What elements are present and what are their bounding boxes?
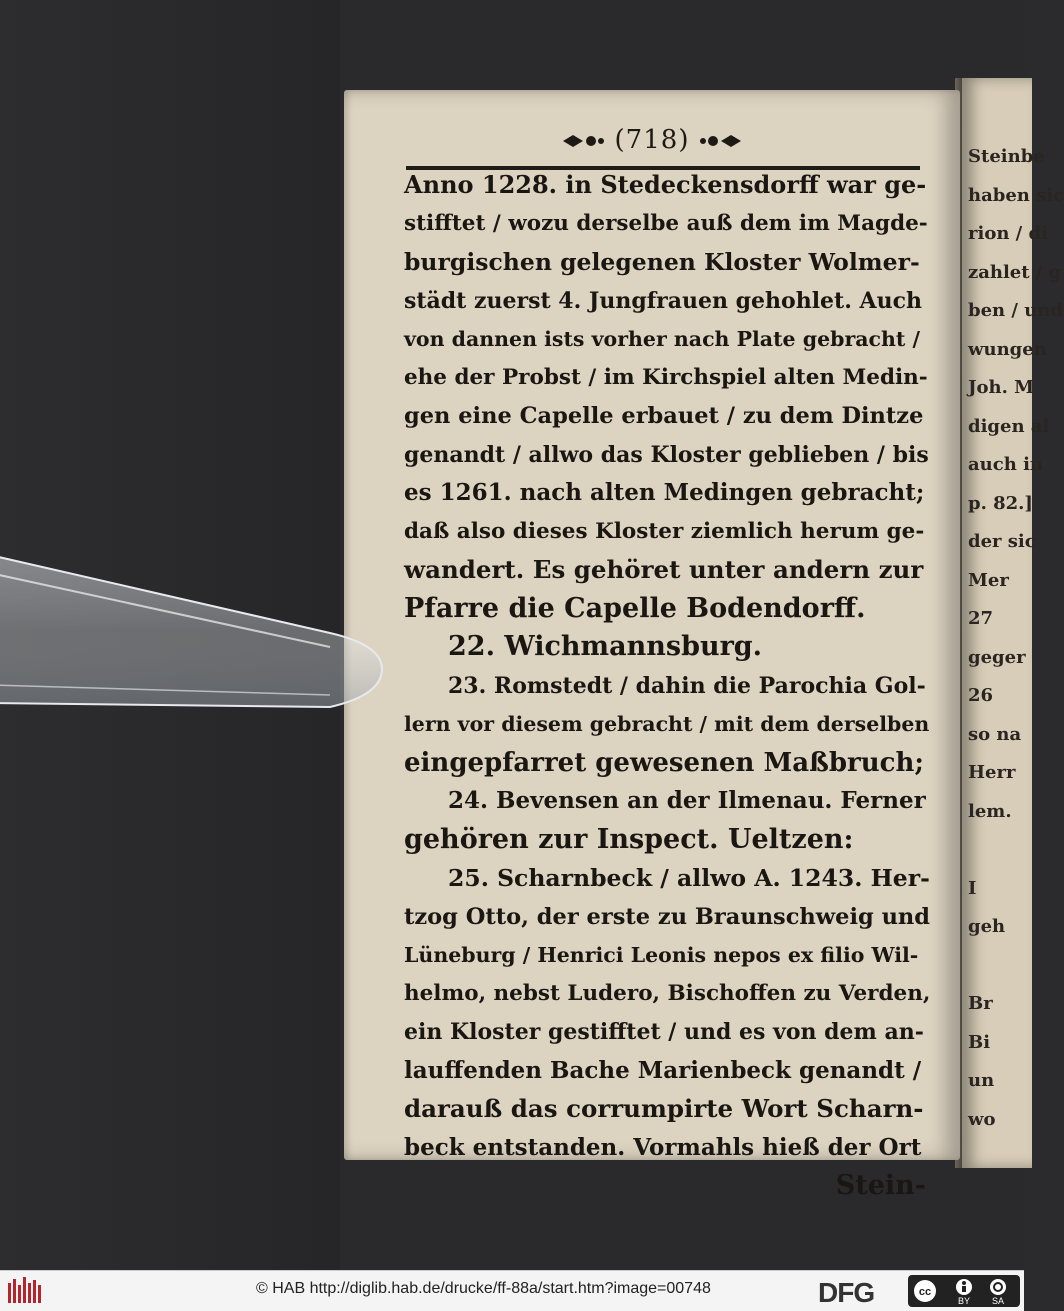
text-line: 22. Wichmannsburg. bbox=[448, 631, 763, 662]
facing-text-fragment: Steinbe bbox=[968, 146, 1045, 167]
by-icon bbox=[954, 1277, 974, 1297]
facing-text-fragment: wo bbox=[968, 1108, 996, 1130]
text-line: Stein- bbox=[835, 1170, 926, 1201]
facing-text-fragment: un bbox=[968, 1070, 995, 1091]
facing-text-fragment: lem. bbox=[968, 800, 1012, 822]
facing-text-fragment: Joh. M bbox=[968, 377, 1035, 398]
facing-text-fragment: haben sic bbox=[968, 184, 1064, 206]
facing-page bbox=[962, 78, 1064, 1168]
facing-text-fragment bbox=[968, 947, 1030, 986]
text-line: stifftet / wozu derselbe auß dem im Magde- bbox=[404, 210, 928, 236]
cc-license-badge[interactable] bbox=[908, 1275, 1020, 1307]
copyright-link[interactable]: © HAB http://diglib.hab.de/drucke/ff-88a/start.htm?image=00748 bbox=[256, 1280, 711, 1297]
facing-text-fragment: I bbox=[968, 877, 977, 899]
facing-text-fragment: zahlet / g bbox=[968, 261, 1062, 283]
text-line: Lüneburg / Henrici Leonis nepos ex filio Wil- bbox=[404, 943, 919, 967]
license-sa-label: SA bbox=[992, 1296, 1005, 1306]
text-line: es 1261. nach alten Medingen gebracht; bbox=[404, 479, 925, 506]
text-line: eingepfarret gewesenen Maßbruch; bbox=[404, 747, 924, 778]
book-page bbox=[344, 90, 960, 1201]
text-line: tzog Otto, der erste zu Braunschweig und bbox=[404, 903, 931, 930]
facing-text-fragment: so na bbox=[968, 723, 1022, 745]
facing-text-fragment: rion / di bbox=[968, 223, 1048, 244]
svg-text:cc: cc bbox=[918, 1286, 932, 1298]
text-line: 23. Romstedt / dahin die Parochia Gol- bbox=[448, 672, 926, 699]
text-line: genandt / allwo das Kloster geblieben / bis bbox=[404, 441, 929, 468]
text-line: burgischen gelegenen Kloster Wolmer- bbox=[404, 248, 920, 276]
facing-page-text bbox=[968, 138, 1064, 1139]
facing-text-fragment: Br bbox=[968, 993, 993, 1014]
text-line: gehören zur Inspect. Ueltzen: bbox=[404, 823, 854, 855]
hab-logo-icon[interactable] bbox=[6, 1275, 46, 1307]
text-line: beck entstanden. Vormahls hieß der Ort bbox=[404, 1133, 922, 1161]
text-line: daß also dieses Kloster ziemlich herum ge- bbox=[404, 518, 925, 544]
facing-text-fragment: p. 82.] bbox=[968, 492, 1033, 514]
text-line: 25. Scharnbeck / allwo A. 1243. Her- bbox=[448, 864, 930, 892]
text-line: wandert. Es gehöret unter andern zur bbox=[404, 555, 924, 584]
text-line: gen eine Capelle erbauet / zu dem Dintze bbox=[404, 403, 924, 429]
text-line: 24. Bevensen an der Ilmenau. Ferner bbox=[448, 787, 926, 814]
viewer-footer bbox=[0, 1270, 1024, 1311]
ornament-left-icon bbox=[561, 133, 605, 149]
facing-text-fragment: ben / und bbox=[968, 300, 1063, 321]
text-line: helmo, nebst Ludero, Bischoffen zu Verden, bbox=[404, 980, 931, 1006]
text-line: ehe der Probst / im Kirchspiel alten Medin- bbox=[404, 364, 928, 390]
page-number-open: ( bbox=[614, 125, 626, 155]
license-by-label: BY bbox=[958, 1296, 971, 1306]
facing-text-fragment: 26 bbox=[968, 685, 994, 706]
facing-text-fragment: digen al bbox=[968, 415, 1050, 437]
page-number: 718 bbox=[625, 125, 679, 155]
cc-icon bbox=[912, 1278, 938, 1304]
text-line: städt zuerst 4. Jungfrauen gehohlet. Auch bbox=[404, 287, 922, 314]
text-line: darauß das corrumpirte Wort Scharn- bbox=[404, 1094, 924, 1123]
glass-ruler bbox=[0, 545, 390, 715]
text-line: lauffenden Bache Marienbeck genandt / bbox=[404, 1056, 922, 1084]
facing-text-fragment: Herr bbox=[968, 762, 1016, 783]
facing-text-fragment: Mer bbox=[968, 569, 1009, 591]
facing-text-fragment: auch in bbox=[968, 454, 1043, 475]
facing-text-fragment: Bi bbox=[968, 1031, 991, 1053]
facing-text-fragment: 27 bbox=[968, 608, 994, 629]
facing-text-fragment: geger bbox=[968, 646, 1026, 668]
text-line: ein Kloster gestifftet / und es von dem an- bbox=[404, 1019, 924, 1045]
text-line: lern vor diesem gebracht / mit dem derselben bbox=[404, 712, 930, 736]
facing-text-fragment bbox=[968, 831, 1030, 870]
text-line: Anno 1228. in Stedeckensdorff war ge- bbox=[404, 170, 927, 199]
facing-text-fragment: der sic bbox=[968, 531, 1036, 552]
ornament-right-icon bbox=[699, 133, 743, 149]
dfg-logo[interactable]: DFG bbox=[818, 1277, 875, 1308]
page-text bbox=[404, 166, 930, 1206]
sa-icon bbox=[988, 1277, 1008, 1297]
text-line: von dannen ists vorher nach Plate gebracht / bbox=[404, 327, 921, 351]
facing-text-fragment: wungen bbox=[968, 338, 1047, 360]
text-line: Pfarre die Capelle Bodendorff. bbox=[404, 592, 866, 624]
page-header bbox=[344, 125, 960, 155]
facing-text-fragment: geh bbox=[968, 916, 1006, 937]
page-number-close: ) bbox=[678, 125, 690, 155]
